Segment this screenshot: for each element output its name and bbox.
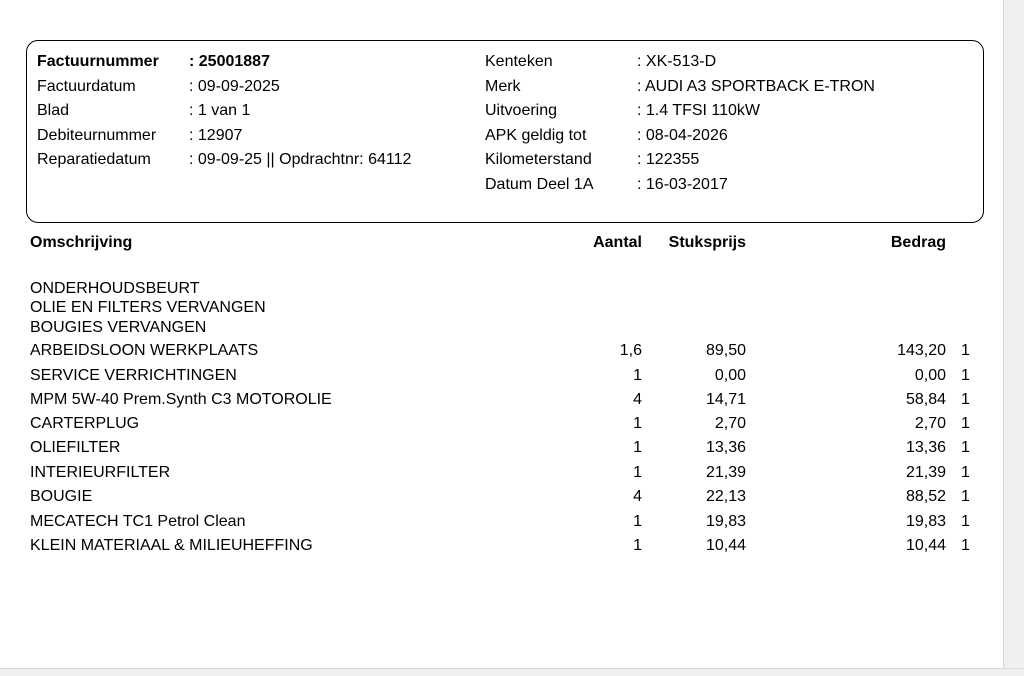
license-plate-value: : XK-513-D bbox=[637, 53, 717, 70]
row-description: INTERIEURFILTER bbox=[30, 464, 171, 481]
mileage-value: : 122355 bbox=[637, 151, 700, 168]
row-unit-price: 22,13 bbox=[705, 488, 746, 505]
row-unit-price: 21,39 bbox=[705, 464, 746, 481]
page-value: : 1 van 1 bbox=[189, 102, 251, 119]
row-vat-code: 1 bbox=[961, 415, 970, 432]
registration-date-value: : 16-03-2017 bbox=[637, 176, 728, 193]
row-quantity: 1 bbox=[633, 439, 642, 456]
row-description: CARTERPLUG bbox=[30, 415, 140, 432]
row-unit-price: 13,36 bbox=[705, 439, 746, 456]
row-amount: 58,84 bbox=[905, 391, 946, 408]
apk-valid-until-label: APK geldig tot bbox=[485, 127, 587, 144]
column-header-unit-price: Stuksprijs bbox=[668, 234, 746, 251]
row-amount: 19,83 bbox=[905, 513, 946, 530]
row-vat-code: 1 bbox=[961, 537, 970, 554]
brand-label: Merk bbox=[485, 78, 521, 95]
repair-date-value: : 09-09-25 || Opdrachtnr: 64112 bbox=[189, 151, 412, 168]
row-unit-price: 19,83 bbox=[705, 513, 746, 530]
row-vat-code: 1 bbox=[961, 513, 970, 530]
debtor-number-value: : 12907 bbox=[189, 127, 243, 144]
row-amount: 88,52 bbox=[905, 488, 946, 505]
row-amount: 21,39 bbox=[905, 464, 946, 481]
row-unit-price: 10,44 bbox=[705, 537, 746, 554]
row-description: SERVICE VERRICHTINGEN bbox=[30, 367, 237, 384]
row-amount: 143,20 bbox=[897, 342, 946, 359]
apk-valid-until-value: : 08-04-2026 bbox=[637, 127, 728, 144]
model-version-label: Uitvoering bbox=[485, 102, 558, 119]
row-vat-code: 1 bbox=[961, 391, 970, 408]
mileage-label: Kilometerstand bbox=[485, 151, 592, 168]
row-vat-code: 1 bbox=[961, 367, 970, 384]
row-amount: 10,44 bbox=[905, 537, 946, 554]
invoice-number-value: : 25001887 bbox=[189, 53, 270, 70]
vertical-scrollbar-track[interactable] bbox=[1003, 0, 1024, 675]
row-amount: 0,00 bbox=[914, 367, 946, 384]
row-quantity: 4 bbox=[633, 488, 642, 505]
job-note: OLIE EN FILTERS VERVANGEN bbox=[30, 299, 266, 316]
page-label: Blad bbox=[37, 102, 70, 119]
license-plate-label: Kenteken bbox=[485, 53, 553, 70]
invoice-number-label: Factuurnummer bbox=[37, 53, 159, 70]
registration-date-label: Datum Deel 1A bbox=[485, 176, 594, 193]
row-unit-price: 89,50 bbox=[705, 342, 746, 359]
row-quantity: 1 bbox=[633, 367, 642, 384]
row-description: ARBEIDSLOON WERKPLAATS bbox=[30, 342, 259, 359]
invoice-date-value: : 09-09-2025 bbox=[189, 78, 280, 95]
debtor-number-label: Debiteurnummer bbox=[37, 127, 157, 144]
job-note: BOUGIES VERVANGEN bbox=[30, 319, 207, 336]
row-vat-code: 1 bbox=[961, 488, 970, 505]
row-description: OLIEFILTER bbox=[30, 439, 121, 456]
row-description: KLEIN MATERIAAL & MILIEUHEFFING bbox=[30, 537, 313, 554]
row-vat-code: 1 bbox=[961, 464, 970, 481]
row-vat-code: 1 bbox=[961, 439, 970, 456]
row-quantity: 1,6 bbox=[619, 342, 642, 359]
row-unit-price: 0,00 bbox=[714, 367, 746, 384]
row-vat-code: 1 bbox=[961, 342, 970, 359]
row-description: MPM 5W-40 Prem.Synth C3 MOTOROLIE bbox=[30, 391, 332, 408]
row-unit-price: 14,71 bbox=[705, 391, 746, 408]
row-quantity: 4 bbox=[633, 391, 642, 408]
invoice-date-label: Factuurdatum bbox=[37, 78, 136, 95]
column-header-amount: Bedrag bbox=[890, 234, 946, 251]
column-header-quantity: Aantal bbox=[593, 234, 642, 251]
row-quantity: 1 bbox=[633, 415, 642, 432]
model-version-value: : 1.4 TFSI 110kW bbox=[637, 102, 761, 119]
row-quantity: 1 bbox=[633, 513, 642, 530]
row-description: MECATECH TC1 Petrol Clean bbox=[30, 513, 246, 530]
row-quantity: 1 bbox=[633, 464, 642, 481]
repair-date-label: Reparatiedatum bbox=[37, 151, 151, 168]
row-quantity: 1 bbox=[633, 537, 642, 554]
row-amount: 2,70 bbox=[914, 415, 946, 432]
brand-value: : AUDI A3 SPORTBACK E-TRON bbox=[637, 78, 875, 95]
row-amount: 13,36 bbox=[905, 439, 946, 456]
job-note: ONDERHOUDSBEURT bbox=[30, 280, 200, 297]
column-header-description: Omschrijving bbox=[30, 234, 133, 251]
row-description: BOUGIE bbox=[30, 488, 93, 505]
row-unit-price: 2,70 bbox=[714, 415, 746, 432]
